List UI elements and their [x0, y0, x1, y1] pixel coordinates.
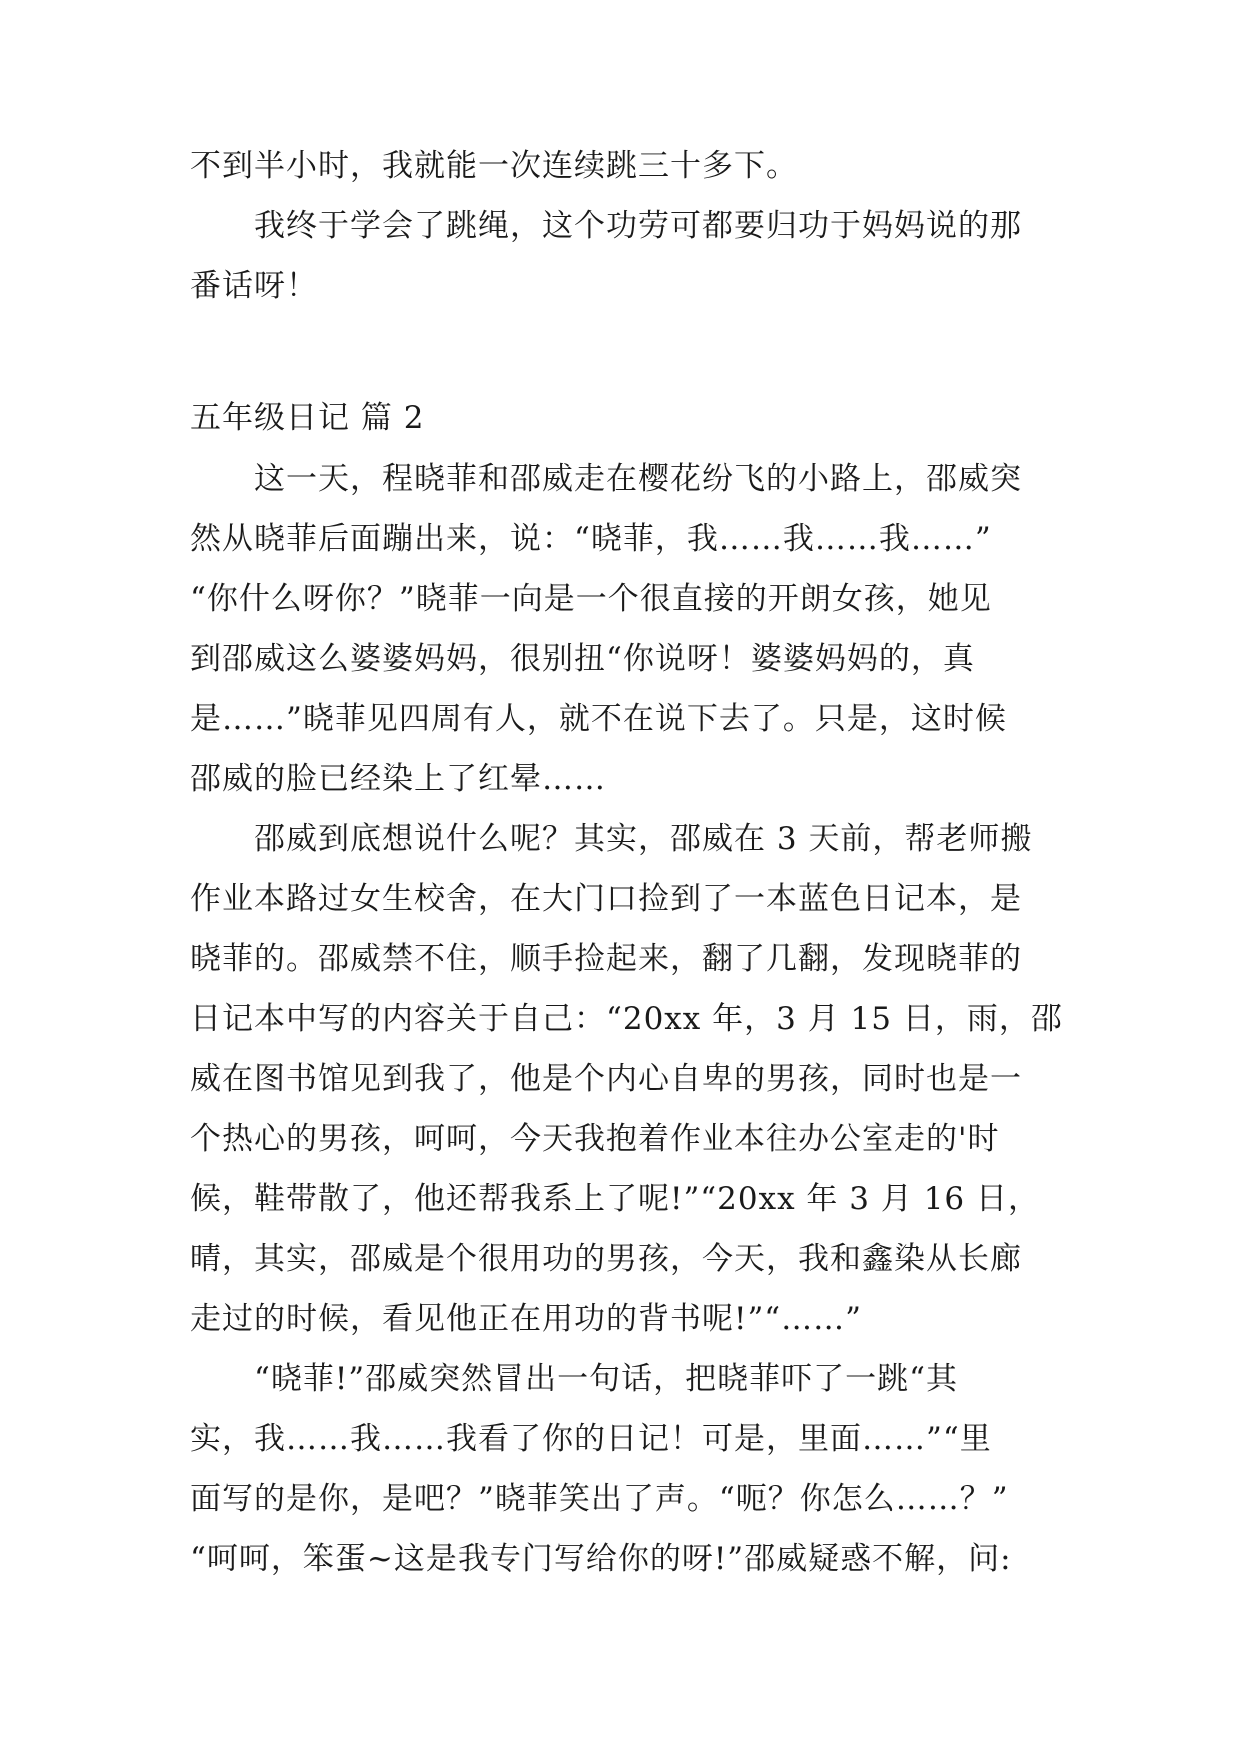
- top-section: [190, 136, 1050, 316]
- text-line: 是……”晓菲见四周有人，就不在说下去了。只是，这时候: [190, 701, 1007, 737]
- text-line: 作业本路过女生校舍，在大门口捡到了一本蓝色日记本，是: [190, 881, 1022, 917]
- text-line: 到邵威这么婆婆妈妈，很别扭“你说呀！婆婆妈妈的，真: [190, 641, 975, 677]
- diary-body: [190, 449, 1063, 1589]
- text-line: “呵呵，笨蛋~这是我专门写给你的呀!”邵威疑惑不解，问:: [190, 1541, 1012, 1577]
- text-line: 实，我……我……我看了你的日记！可是，里面……”“里: [190, 1421, 992, 1457]
- text-line: 邵威的脸已经染上了红晕……: [190, 761, 606, 797]
- text-line: 我终于学会了跳绳，这个功劳可都要归功于妈妈说的那: [254, 208, 1022, 244]
- text-line: 面写的是你，是吧？”晓菲笑出了声。“呃？你怎么……？”: [190, 1481, 1009, 1517]
- text-line: “晓菲!”邵威突然冒出一句话，把晓菲吓了一跳“其: [254, 1361, 958, 1397]
- text-line: 走过的时候，看见他正在用功的背书呢!”“……”: [190, 1301, 863, 1337]
- text-line: 邵威到底想说什么呢？其实，邵威在 3 天前，帮老师搬: [254, 821, 1033, 857]
- text-line: 然从晓菲后面蹦出来，说：“晓菲，我……我……我……”: [190, 521, 992, 557]
- text-line: 日记本中写的内容关于自己：“20xx 年，3 月 15 日，雨，邵: [190, 1001, 1063, 1037]
- section-heading: 五年级日记 篇 2: [190, 400, 425, 436]
- text-line: 候，鞋带散了，他还帮我系上了呢!”“20xx 年 3 月 16 日，: [190, 1181, 1041, 1217]
- text-line: “你什么呀你？”晓菲一向是一个很直接的开朗女孩，她见: [190, 581, 992, 617]
- text-line: 威在图书馆见到我了，他是个内心自卑的男孩，同时也是一: [190, 1061, 1022, 1097]
- text-line: 晓菲的。邵威禁不住，顺手捡起来，翻了几翻，发现晓菲的: [190, 941, 1022, 977]
- text-line: 个热心的男孩，呵呵，今天我抱着作业本往办公室走的'时: [190, 1121, 1000, 1157]
- text-line: 这一天，程晓菲和邵威走在樱花纷飞的小路上，邵威突: [254, 461, 1022, 497]
- text-line: 番话呀！: [190, 268, 318, 304]
- text-line: 不到半小时，我就能一次连续跳三十多下。: [190, 148, 798, 184]
- text-line: 晴，其实，邵威是个很用功的男孩，今天，我和鑫染从长廊: [190, 1241, 1022, 1277]
